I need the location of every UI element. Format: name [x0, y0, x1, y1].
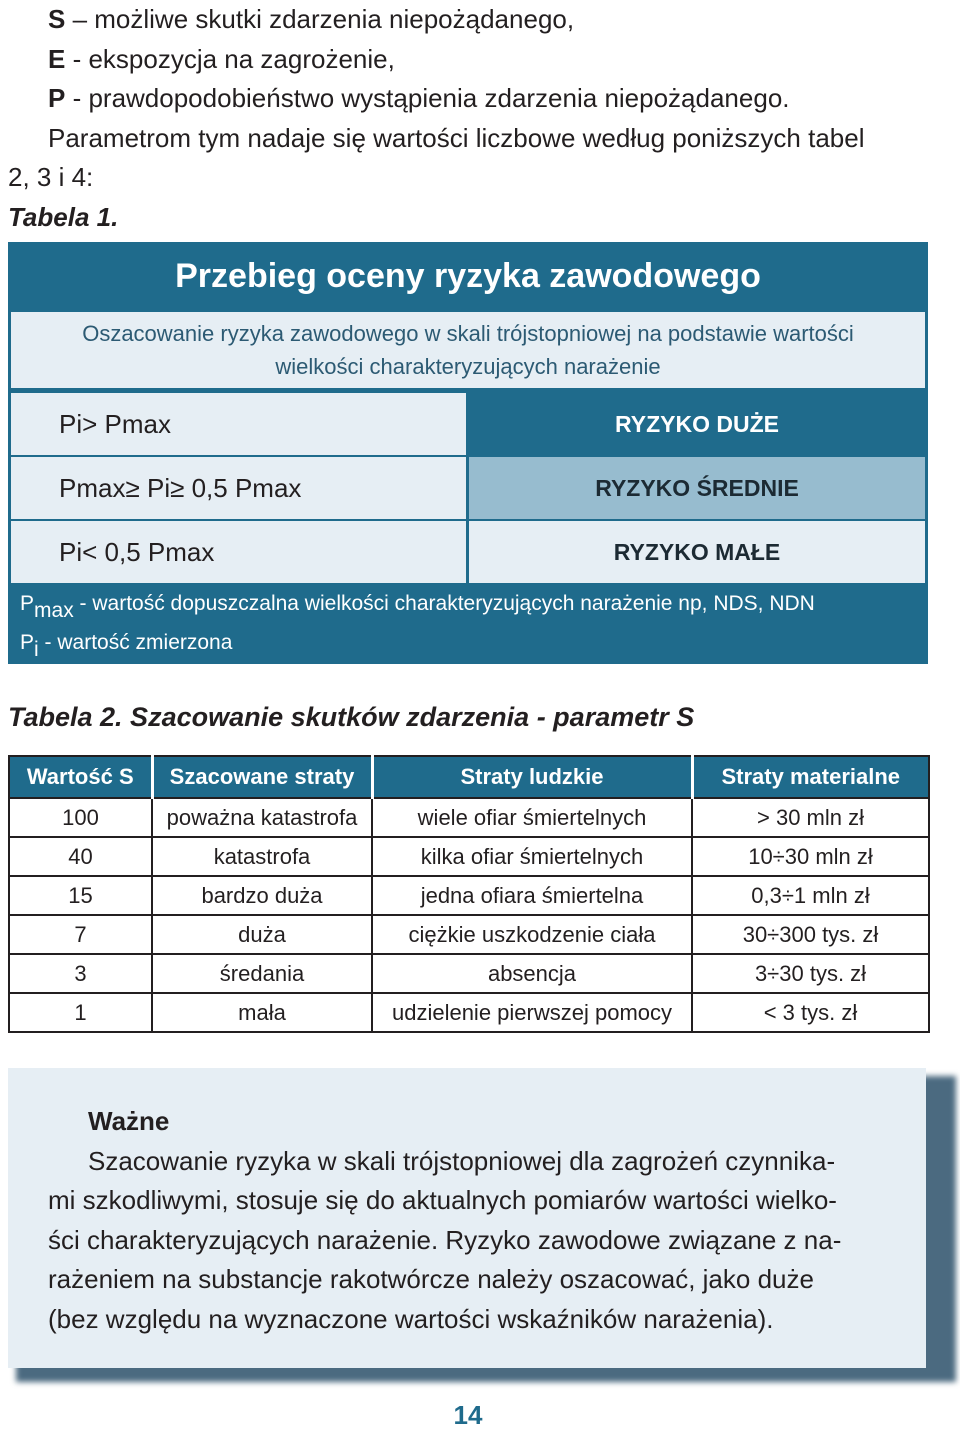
legend-pi: $P_i$ - wartość zmierzona: [20, 631, 233, 661]
risk-medium: RYZYKO ŚREDNIE: [469, 457, 925, 519]
table-row: 15 bardzo duża jedna ofiara śmiertelna 0,3÷1 mln zł: [9, 876, 929, 915]
note-line: rażeniem na substancje rakotwórcze należy oszacować, jako duże: [48, 1264, 814, 1294]
intro-line-p: P - prawdopodobieństwo wystąpienia zdarzenia niepożądanego.: [48, 83, 790, 113]
intro-line-tables: 2, 3 i 4:: [8, 162, 94, 192]
table-row: 1 mała udzielenie pierwszej pomocy < 3 tys. zł: [9, 993, 929, 1032]
table-row: 100 poważna katastrofa wiele ofiar śmiertelnych > 30 mln zł: [9, 798, 929, 837]
table1-title: Przebieg oceny ryzyka zawodowego: [175, 256, 761, 295]
note-line: mi szkodliwymi, stosuje się do aktualnych pomiarów wartości wielko-: [48, 1185, 837, 1215]
intro-line-params: Parametrom tym nadaje się wartości liczbowe według poniższych tabel: [48, 122, 865, 153]
condition-medium: P max ≥ P i ≥ 0,5 P max: [11, 457, 466, 519]
page-number: 14: [453, 1400, 483, 1430]
table2-header-row: [9, 756, 929, 798]
note-heading: Ważne: [88, 1106, 170, 1136]
table1-description: Oszacowanie ryzyka zawodowego w skali trójstopniowej na podstawie wartości wielkości charakteryzujących narażenie: [11, 312, 925, 388]
table1-legend: [20, 588, 815, 666]
note-line: Szacowanie ryzyka w skali trójstopniowej dla zagrożeń czynnika-: [88, 1145, 836, 1176]
severity-table: [8, 755, 930, 1033]
note-line: ści charakteryzujących narażenie. Ryzyko zawodowe związane z na-: [48, 1224, 842, 1255]
table1-caption: Tabela 1.: [8, 201, 119, 232]
table-row: 7 duża ciężkie uszkodzenie ciała 30÷300 tys. zł: [9, 915, 929, 954]
intro-text: [8, 0, 948, 237]
header-value-s: Wartość S: [9, 756, 152, 798]
important-note: [8, 1068, 926, 1368]
risk-low: RYZYKO MAŁE: [469, 521, 925, 583]
legend-pmax: $P_{max}$ - wartość dopuszczalna wielkości charakteryzujących narażenie np, NDS, NDN: [20, 592, 815, 622]
condition-low: P i < 0,5 P max: [11, 521, 466, 583]
table-row: 3 średania absencja 3÷30 tys. zł: [9, 954, 929, 993]
risk-assessment-table: [8, 242, 928, 664]
condition-high: P i > P max: [11, 393, 466, 455]
header-estimated-loss: Szacowane straty: [152, 756, 372, 798]
note-line: (bez względu na wyznaczone wartości wskaźników narażenia).: [48, 1303, 774, 1334]
intro-line-s: S – możliwe skutki zdarzenia niepożądanego,: [48, 4, 575, 34]
intro-line-e: E - ekspozycja na zagrożenie,: [48, 43, 395, 74]
header-material-loss: Straty materialne: [692, 756, 929, 798]
table-row: 40 katastrofa kilka ofiar śmiertelnych 10÷30 mln zł: [9, 837, 929, 876]
risk-high: RYZYKO DUŻE: [469, 393, 925, 455]
table2-caption: Tabela 2. Szacowanie skutków zdarzenia - parametr S: [8, 702, 695, 732]
header-human-loss: Straty ludzkie: [372, 756, 692, 798]
